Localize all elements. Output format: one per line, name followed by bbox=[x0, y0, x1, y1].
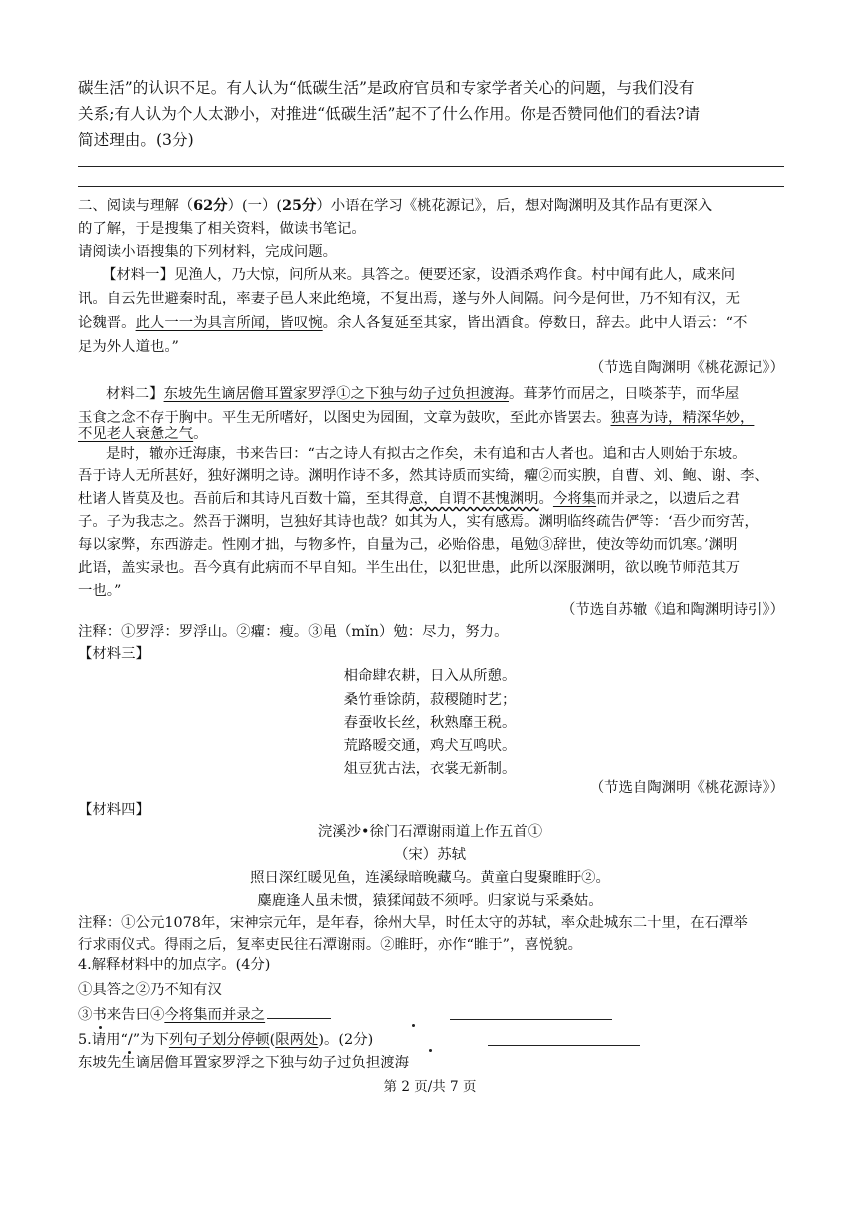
annotation-note: 注释：①公元1078年，宋神宗元年，是年春，徐州大旱，时任太守的苏轼，率众赴城东二十里，在石潭举 bbox=[78, 915, 748, 931]
material-2-text: 吾于诗人无所甚好，独好渊明之诗。渊明作诗不多，然其诗质而实绮，癯②而实腴，自曹、刘、鲍、谢、李、 bbox=[78, 468, 769, 484]
underlined-phrase: 今将集而并录之 bbox=[164, 1007, 266, 1023]
underlined-phrase: 限两处 bbox=[275, 1032, 319, 1048]
emphasis-dot bbox=[412, 1024, 415, 1027]
poem-line: 俎豆犹古法，衣裳无新制。 bbox=[343, 761, 517, 777]
emphasis-dot bbox=[429, 1049, 432, 1052]
wavy-underlined-phrase: 意，自谓不甚愧渊明 bbox=[409, 491, 539, 507]
source-citation: （节选自苏辙《追和陶渊明诗引》） bbox=[560, 602, 784, 618]
poem-author: （宋）苏轼 bbox=[394, 847, 466, 863]
source-citation: （节选自陶渊明《桃花源记》） bbox=[589, 360, 784, 376]
answer-blank[interactable] bbox=[488, 1031, 640, 1046]
material-2-text: 每以家弊，东西游走。性刚才拙，与物多忤，自量为己，必贻俗患，黾勉③辞世，使汝等幼而饥寒。’渊明 bbox=[78, 537, 738, 553]
poem-line: 照日深红暖见鱼，连溪绿暗晚藏乌。黄童白叟聚睢盱②。 bbox=[250, 870, 610, 886]
material-2-text: 一也。” bbox=[78, 583, 122, 599]
material-1-text: 【材料一】见渔人，乃大惊，问所从来。具答之。便要还家，设酒杀鸡作食。村中闻有此人，咸来问 bbox=[102, 267, 736, 283]
question-text-line: 简述理由。(3分) bbox=[78, 131, 194, 149]
underlined-sentence: 此人一一为具言所闻，皆叹惋 bbox=[135, 315, 323, 331]
underlined-phrase: 今将集 bbox=[552, 491, 597, 507]
poem-line: 麋鹿逢人虽未惯，猿猱闻鼓不须呼。归家说与采桑姑。 bbox=[257, 893, 603, 909]
question-text-line: 关系;有人认为个人太渺小，对推进“低碳生活”起不了什么作用。你是否赞同他们的看法?请 bbox=[78, 105, 701, 123]
underlined-sentence: 东坡先生谪居儋耳置家罗浮①之下独与幼子过负担渡海 bbox=[163, 386, 509, 402]
section-instruction: 请阅读小语搜集的下列材料，完成问题。 bbox=[78, 244, 338, 260]
material-2-text: 不见老人衰惫之气。 bbox=[78, 426, 208, 442]
score-sub: 25分 bbox=[281, 197, 317, 214]
underlined-sentence: 独喜为诗，精深华妙， bbox=[610, 410, 755, 426]
question-4-items: ①具答之②乃不知有汉 bbox=[78, 982, 222, 998]
annotation-note: 注释：①罗浮：罗浮山。②癯：瘦。③黾（mǐn）勉：尽力，努力。 bbox=[78, 624, 509, 640]
material-3-label: 【材料三】 bbox=[78, 646, 150, 662]
underlined-sentence: 不见老人衰惫之气 bbox=[78, 426, 194, 442]
question-4-items: ③书来告曰④今将集而并录之 bbox=[78, 1004, 788, 1025]
answer-line[interactable] bbox=[78, 186, 784, 187]
poem-line: 相命肆农耕，日入从所憩。 bbox=[343, 668, 517, 684]
poem-line: 桑竹垂馀荫，菽稷随时艺； bbox=[343, 692, 517, 708]
annotation-note: 行求雨仪式。得雨之后，复率吏民往石潭谢雨。②睢盱，亦作“睢于”，喜悦貌。 bbox=[78, 937, 582, 953]
material-2-text: 此语，盖实录也。吾今真有此病而不早自知。半生出仕，以犯世患，此所以深服渊明，欲以晚节师范其万 bbox=[78, 560, 740, 576]
material-2-text: 子。子为我志之。然吾于渊明，岂独好其诗也哉？如其为人，实有感焉。渊明临终疏告俨等：‘吾少而穷苦， bbox=[78, 514, 759, 530]
section-intro: 的了解，于是搜集了相关资料，做读书笔记。 bbox=[78, 221, 366, 237]
score-total: 62分 bbox=[193, 197, 228, 214]
question-5-sentence: 东坡先生谪居儋耳置家罗浮之下独与幼子过负担渡海 bbox=[78, 1055, 409, 1071]
section-heading: 二、阅读与理解（62分）(一）(25分）小语在学习《桃花源记》，后，想对陶渊明及其作品有更深入 bbox=[78, 197, 713, 214]
poem-line: 春蚕收长丝，秋熟靡王税。 bbox=[343, 715, 517, 731]
material-2-text: 材料二】东坡先生谪居儋耳置家罗浮①之下独与幼子过负担渡海。葺茅竹而居之，日啖茶芋，而华屋 bbox=[106, 386, 740, 402]
page-number: 第 2 页/共 7 页 bbox=[383, 1079, 477, 1095]
material-1-text: 论魏晋。此人一一为具言所闻，皆叹惋。余人各复延至其家，皆出酒食。停数日，辞去。此中人语云：“不 bbox=[78, 315, 748, 331]
material-2-text: 玉食之念不存于胸中。平生无所嗜好，以图史为园囿，文章为鼓吹，至此亦皆罢去。独喜为诗，精深华妙， bbox=[78, 410, 755, 426]
question-text-line: 碳生活”的认识不足。有人认为“低碳生活”是政府官员和专家学者关心的问题，与我们没有 bbox=[78, 79, 695, 97]
source-citation: （节选自陶渊明《桃花源诗》） bbox=[589, 780, 784, 796]
emphasis-dot bbox=[99, 1026, 102, 1029]
answer-blank[interactable] bbox=[450, 1005, 612, 1020]
material-2-text: 是时，辙亦迁海康，书来告曰：“古之诗人有拟古之作矣，未有追和古人者也。追和古人则始于东坡。 bbox=[106, 446, 747, 462]
answer-line[interactable] bbox=[78, 166, 784, 167]
question-4-title: 4.解释材料中的加点字。(4分) bbox=[78, 957, 271, 973]
poem-title: 浣溪沙•徐门石潭谢雨道上作五首① bbox=[317, 824, 543, 840]
material-4-label: 【材料四】 bbox=[78, 802, 150, 818]
material-1-text: 足为外人道也。” bbox=[78, 339, 179, 355]
underlined-phrase: 列句子划分停顿 bbox=[168, 1032, 270, 1048]
poem-line: 荒路暧交通，鸡犬互鸣吠。 bbox=[343, 738, 517, 754]
material-2-text: 杜诸人皆莫及也。吾前后和其诗凡百数十篇，至其得意，自谓不甚愧渊明。今将集而并录之，以遗后之君 bbox=[78, 491, 741, 507]
question-5-title: 5.请用“/”为下列句子划分停顿(限两处)。(2分) bbox=[78, 1032, 374, 1048]
answer-blank[interactable] bbox=[267, 1004, 331, 1019]
material-1-text: 讯。自云先世避秦时乱，率妻子邑人来此绝境，不复出焉，遂与外人间隔。问今是何世，乃不知有汉，无 bbox=[78, 291, 740, 307]
